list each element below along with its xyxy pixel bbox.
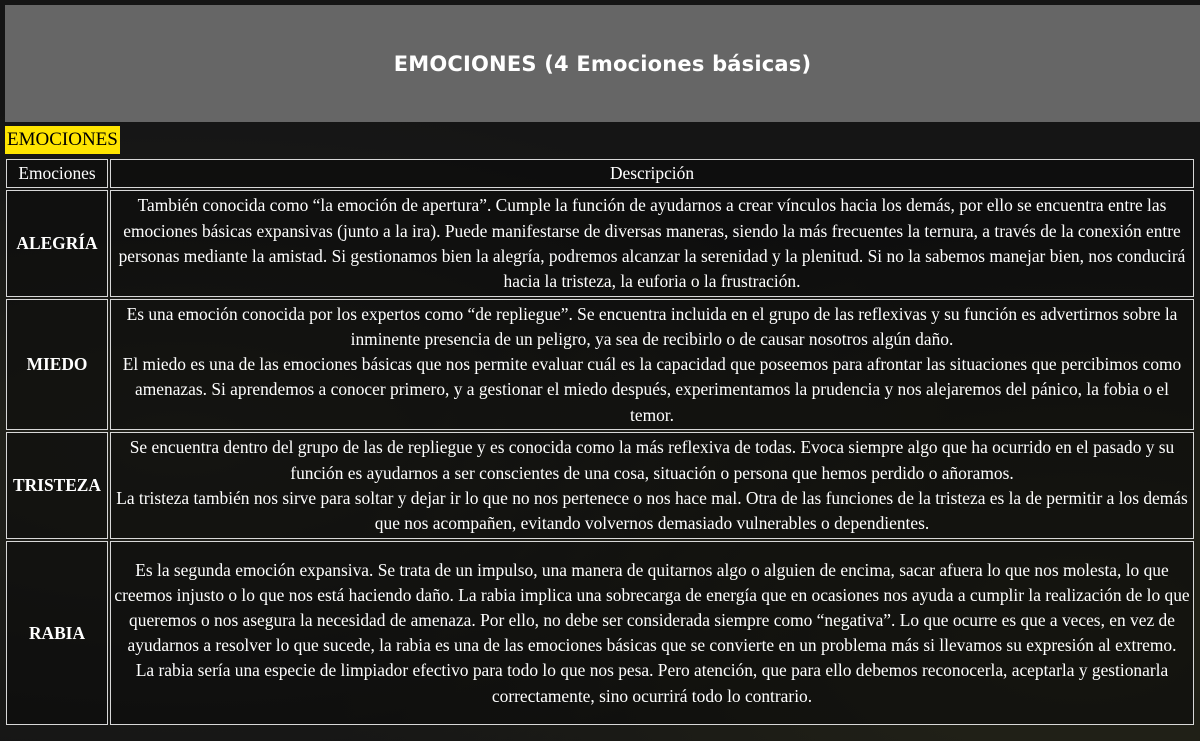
section-label: EMOCIONES (5, 126, 120, 154)
emotion-description (110, 432, 1194, 539)
description-paragraph: La rabia sería una especie de limpiador efectivo para todo lo que nos pesa. Pero atención, que para ello debemos reconocerla, aceptarla y gestionarla correctamente, sino ocurrirá todo lo contrario. (135, 660, 1169, 706)
title-banner (5, 5, 1200, 122)
table-row (6, 541, 1194, 725)
emotion-name: RABIA (6, 541, 108, 725)
emotion-description (110, 541, 1194, 725)
table-row (6, 299, 1194, 430)
description-paragraph: La tristeza también nos sirve para soltar y dejar ir lo que no nos pertenece o nos hace mal. Otra de las funciones de la tristeza es la de permitir a los demás que nos acompañen, evitando volvernos demasiado vulnerables o dependientes. (116, 487, 1188, 533)
table-row (6, 190, 1194, 297)
description-paragraph: Es una emoción conocida por los expertos como “de repliegue”. Se encuentra incluida en el grupo de las reflexivas y su función es advertirnos sobre la inminente presencia de un peligro, ya sea de recibirlo o de causar nosotros algún daño. (126, 303, 1178, 349)
header-descripcion: Descripción (110, 159, 1194, 188)
description-paragraph: También conocida como “la emoción de apertura”. Cumple la función de ayudarnos a crear vínculos hacia los demás, por ello se encuentra entre las emociones básicas expansivas (junto a la ira). Puede manifestarse de diversas maneras, siendo la más frecuentes la ternura, a través de la conexión entre personas mediante la amistad. Si gestionamos bien la alegría, podremos alcanzar la serenidad y la plenitud. Si no la sabemos manejar bien, nos conducirá hacia la tristeza, la euforia o la frustración. (118, 195, 1186, 291)
emotion-description (110, 299, 1194, 430)
emotions-table (4, 157, 1196, 727)
emotion-name: MIEDO (6, 299, 108, 430)
description-paragraph: El miedo es una de las emociones básicas que nos permite evaluar cuál es la capacidad que poseemos para afrontar las situaciones que percibimos como amenazas. Si aprendemos a conocer primero, y a gestionar el miedo después, experimentamos la prudencia y nos alejaremos del pánico, la fobia o el temor. (122, 354, 1182, 425)
header-emociones: Emociones (6, 159, 108, 188)
emotion-description (110, 190, 1194, 297)
description-paragraph: Se encuentra dentro del grupo de las de repliegue y es conocida como la más reflexiva de todas. Evoca siempre algo que ha ocurrido en el pasado y su función es ayudarnos a ser conscientes de una cosa, situación o persona que hemos perdido o añoramos. (129, 437, 1175, 483)
emotion-name: ALEGRÍA (6, 190, 108, 297)
emotion-name: TRISTEZA (6, 432, 108, 539)
table-header-row (6, 159, 1194, 188)
page-title: EMOCIONES (4 Emociones básicas) (393, 51, 812, 76)
description-paragraph: Es la segunda emoción expansiva. Se trata de un impulso, una manera de quitarnos algo o alguien de encima, sacar afuera lo que nos molesta, lo que creemos injusto o lo que nos está haciendo daño. La rabia implica una sobrecarga de energía que en ocasiones nos ayuda a cumplir la realización de lo que queremos o nos asegura la necesidad de amenaza. Por ello, no debe ser considerada siempre como “negativa”. Lo que ocurre es que a veces, en vez de ayudarnos a resolver lo que sucede, la rabia es una de las emociones básicas que se convierte en un problema más si llevamos su expresión al extremo. (114, 559, 1190, 656)
table-row (6, 432, 1194, 539)
